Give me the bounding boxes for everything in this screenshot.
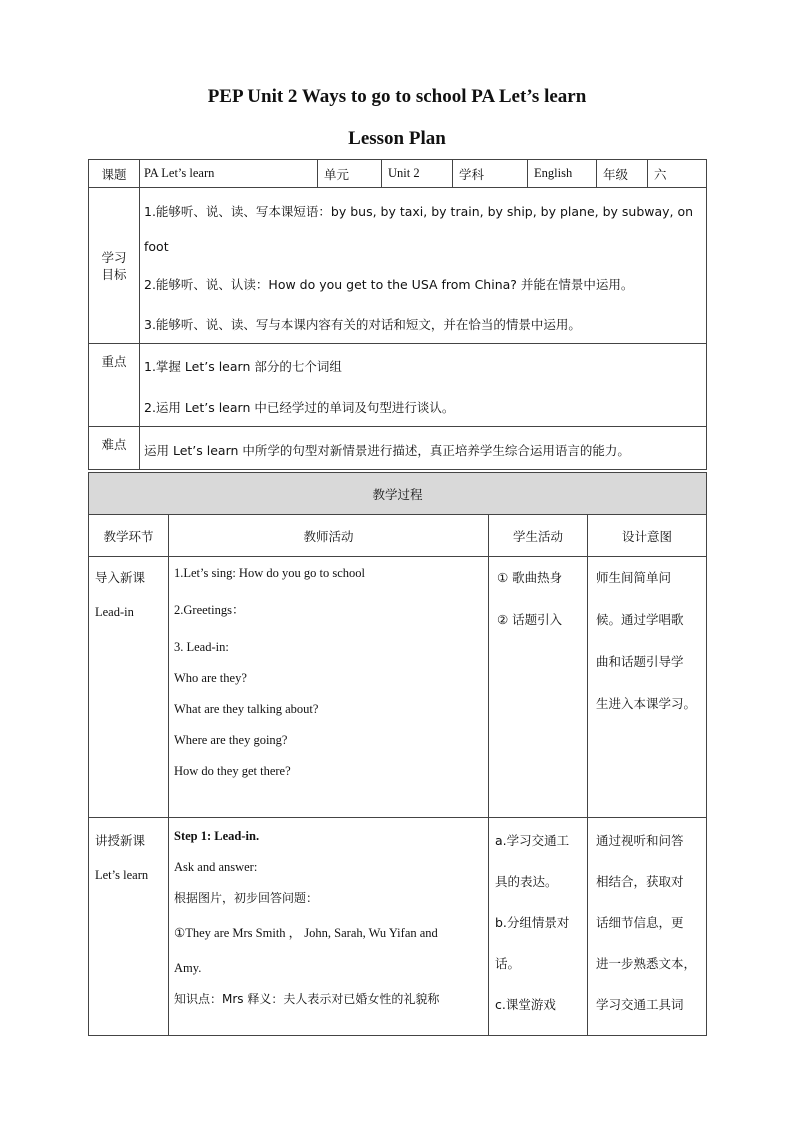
table-row xyxy=(89,818,707,1036)
objectives-label: 学习 目标 xyxy=(89,188,140,344)
key-points-label: 重点 xyxy=(89,344,140,427)
col-stage: 教学环节 xyxy=(89,515,169,557)
objective-2: 2.能够听、说、认读：How do you get to the USA from China? 并能在情景中运用。 xyxy=(144,277,634,292)
objectives-content xyxy=(140,188,707,344)
difficulties-content: 运用 Let’s learn 中所学的句型对新情景进行描述，真正培养学生综合运用语言的能力。 xyxy=(140,427,707,470)
stage-cell: 讲授新课 Let’s learn xyxy=(89,818,169,1036)
process-header: 教学过程 xyxy=(89,473,707,515)
grade-label: 年级 xyxy=(597,160,648,188)
stage-cell: 导入新课 Lead-in xyxy=(89,557,169,818)
teaching-process-table xyxy=(88,472,707,1036)
col-student: 学生活动 xyxy=(489,515,588,557)
lesson-info-table xyxy=(88,159,707,470)
subject-value: English xyxy=(528,160,597,188)
key-points-content xyxy=(140,344,707,427)
student-cell: a.学习交通工 具的表达。 b.分组情景对 话。 c.课堂游戏 xyxy=(489,818,588,1036)
intent-cell: 师生间简单问 候。通过学唱歌 曲和话题引导学 生进入本课学习。 xyxy=(588,557,707,818)
teacher-cell: 1.Let’s sing: How do you go to school 2.Greetings： 3. Lead-in: Who are they? What are they talking about? Where are they going? How do they get there? xyxy=(169,557,489,818)
objective-3: 3.能够听、说、读、写与本课内容有关的对话和短文，并在恰当的情景中运用。 xyxy=(144,317,581,332)
table-row xyxy=(89,557,707,818)
grade-value: 六 xyxy=(648,160,707,188)
objective-1-cont: foot xyxy=(144,239,169,254)
document-subtitle: Lesson Plan xyxy=(348,128,446,149)
objective-1: 1.能够听、说、读、写本课短语：by bus, by taxi, by train, by ship, by plane, by subway, on xyxy=(144,204,694,219)
document-title: PEP Unit 2 Ways to go to school PA Let’s learn xyxy=(207,86,587,107)
col-intent: 设计意图 xyxy=(588,515,707,557)
unit-label: 单元 xyxy=(318,160,382,188)
teacher-cell: Step 1: Lead-in. Ask and answer: 根据图片，初步回答问题： ①They are Mrs Smith ， John, Sarah, Wu Yifan and Amy. 知识点：Mrs 释义：夫人表示对已婚女性的礼貌称 xyxy=(169,818,489,1036)
subject-label: 学科 xyxy=(453,160,528,188)
unit-value: Unit 2 xyxy=(382,160,453,188)
key-point-1: 1.掌握 Let’s learn 部分的七个词组 xyxy=(144,359,342,374)
col-teacher: 教师活动 xyxy=(169,515,489,557)
key-point-2: 2.运用 Let’s learn 中已经学过的单词及句型进行谈认。 xyxy=(144,400,455,415)
intent-cell: 通过视听和问答 相结合，获取对 话细节信息，更 进一步熟悉文本， 学习交通工具词 xyxy=(588,818,707,1036)
lesson-label: 课题 xyxy=(89,160,140,188)
student-cell: ① 歌曲热身 ② 话题引入 xyxy=(489,557,588,818)
lesson-value: PA Let’s learn xyxy=(140,160,318,188)
difficulties-label: 难点 xyxy=(89,427,140,470)
